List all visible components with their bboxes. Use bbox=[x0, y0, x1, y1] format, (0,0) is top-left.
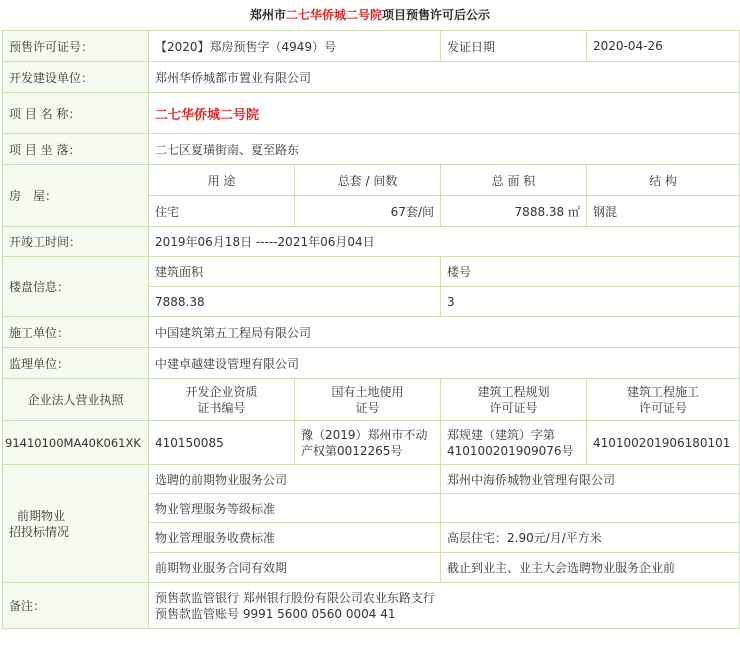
property-tender-label bbox=[3, 465, 149, 583]
building-label: 楼盘信息： bbox=[3, 257, 149, 317]
planning-permit-header-line2: 许可证号 bbox=[489, 400, 538, 415]
project-name-label: 项 目 名 称： bbox=[3, 93, 149, 134]
qualification-cert-header-line2: 证书编号 bbox=[197, 400, 246, 415]
qualification-cert-header-line1: 开发企业资质 bbox=[185, 384, 258, 399]
remarks-account: 预售款监管账号 9991 5600 0560 0004 41 bbox=[155, 606, 396, 621]
property-row-1 bbox=[3, 465, 740, 494]
building-area-label: 建筑面积 bbox=[149, 257, 441, 287]
permit-label: 预售许可证号： bbox=[3, 31, 149, 62]
building-area-value: 7888.38 bbox=[149, 287, 441, 317]
permit-row bbox=[3, 31, 740, 62]
developer-value: 郑州华侨城都市置业有限公司 bbox=[149, 62, 740, 93]
land-use-cert-header-line2: 证号 bbox=[355, 400, 380, 415]
housing-units-value: 67套/间 bbox=[295, 196, 441, 227]
planning-permit-header-line1: 建筑工程规划 bbox=[477, 384, 550, 399]
title-prefix: 郑州市 bbox=[249, 8, 286, 22]
housing-label: 房 屋： bbox=[3, 165, 149, 227]
land-use-cert-value-line2: 产权第0012265号 bbox=[301, 443, 403, 458]
property-fee-value: 高层住宅：2.90元/月/平方米 bbox=[441, 523, 740, 553]
remarks-row bbox=[3, 583, 740, 629]
property-company-label: 选聘的前期物业服务公司 bbox=[149, 465, 441, 494]
planning-permit-value-line2: 410100201909076号 bbox=[447, 443, 574, 458]
land-use-cert-header bbox=[295, 379, 441, 421]
schedule-row bbox=[3, 227, 740, 257]
property-grade-value bbox=[441, 494, 740, 523]
property-grade-label: 物业管理服务等级标准 bbox=[149, 494, 441, 523]
construction-permit-value: 410100201906180101 bbox=[587, 421, 740, 465]
construction-permit-header bbox=[587, 379, 740, 421]
property-tender-label-line1: 前期物业 bbox=[17, 508, 66, 523]
supervision-row bbox=[3, 348, 740, 379]
remarks-label: 备注： bbox=[3, 583, 149, 629]
qualification-cert-value: 410150085 bbox=[149, 421, 295, 465]
housing-header-structure: 结 构 bbox=[587, 165, 740, 196]
supervision-value: 中建卓越建设管理有限公司 bbox=[149, 348, 740, 379]
project-name-row bbox=[3, 93, 740, 134]
construction-label: 施工单位： bbox=[3, 317, 149, 348]
project-name-value: 二七华侨城二号院 bbox=[149, 93, 740, 134]
certs-value-row bbox=[3, 421, 740, 465]
building-no-label: 楼号 bbox=[441, 257, 740, 287]
construction-value: 中国建筑第五工程局有限公司 bbox=[149, 317, 740, 348]
page-title bbox=[0, 0, 740, 30]
property-contract-label: 前期物业服务合同有效期 bbox=[149, 553, 441, 583]
land-use-cert-header-line1: 国有土地使用 bbox=[331, 384, 404, 399]
planning-permit-header bbox=[441, 379, 587, 421]
planning-permit-value-line1: 郑规建（建筑）字第 bbox=[447, 427, 556, 442]
remarks-value bbox=[149, 583, 740, 629]
property-contract-value: 截止到业主、业主大会选聘物业服务企业前 bbox=[441, 553, 740, 583]
title-suffix: 项目预售许可后公示 bbox=[382, 8, 491, 22]
land-use-cert-value bbox=[295, 421, 441, 465]
business-license-value: 91410100MA40K061XK bbox=[3, 421, 149, 465]
developer-label: 开发建设单位： bbox=[3, 62, 149, 93]
supervision-label: 监理单位： bbox=[3, 348, 149, 379]
housing-header-area: 总 面 积 bbox=[441, 165, 587, 196]
construction-row bbox=[3, 317, 740, 348]
location-label: 项 目 坐 落： bbox=[3, 134, 149, 165]
issue-date-label: 发证日期 bbox=[441, 31, 587, 62]
building-no-value: 3 bbox=[441, 287, 740, 317]
developer-row bbox=[3, 62, 740, 93]
title-project-name: 二七华侨城二号院 bbox=[285, 8, 382, 22]
qualification-cert-header bbox=[149, 379, 295, 421]
location-value: 二七区夏璜街南、夏至路东 bbox=[149, 134, 740, 165]
construction-permit-header-line1: 建筑工程施工 bbox=[626, 384, 699, 399]
business-license-label: 企业法人营业执照 bbox=[3, 379, 149, 421]
schedule-label: 开竣工时间： bbox=[3, 227, 149, 257]
permit-value: 【2020】郑房预售字（4949）号 bbox=[149, 31, 441, 62]
remarks-bank: 预售款监管银行 郑州银行股份有限公司农业东路支行 bbox=[155, 590, 435, 605]
property-fee-label: 物业管理服务收费标准 bbox=[149, 523, 441, 553]
certs-header-row bbox=[3, 379, 740, 421]
issue-date-value: 2020-04-26 bbox=[587, 31, 740, 62]
housing-structure-value: 钢混 bbox=[587, 196, 740, 227]
housing-area-value: 7888.38 ㎡ bbox=[441, 196, 587, 227]
property-company-value: 郑州中海侨城物业管理有限公司 bbox=[441, 465, 740, 494]
housing-use-value: 住宅 bbox=[149, 196, 295, 227]
location-row bbox=[3, 134, 740, 165]
building-header-row bbox=[3, 257, 740, 287]
land-use-cert-value-line1: 豫（2019）郑州市不动 bbox=[301, 427, 428, 442]
publication-table bbox=[2, 30, 740, 629]
housing-header-use: 用 途 bbox=[149, 165, 295, 196]
planning-permit-value bbox=[441, 421, 587, 465]
property-tender-label-line2: 招投标情况 bbox=[9, 524, 70, 539]
schedule-value: 2019年06月18日 -----2021年06月04日 bbox=[149, 227, 740, 257]
construction-permit-header-line2: 许可证号 bbox=[638, 400, 687, 415]
housing-header-row bbox=[3, 165, 740, 196]
housing-header-units: 总套 / 间数 bbox=[295, 165, 441, 196]
